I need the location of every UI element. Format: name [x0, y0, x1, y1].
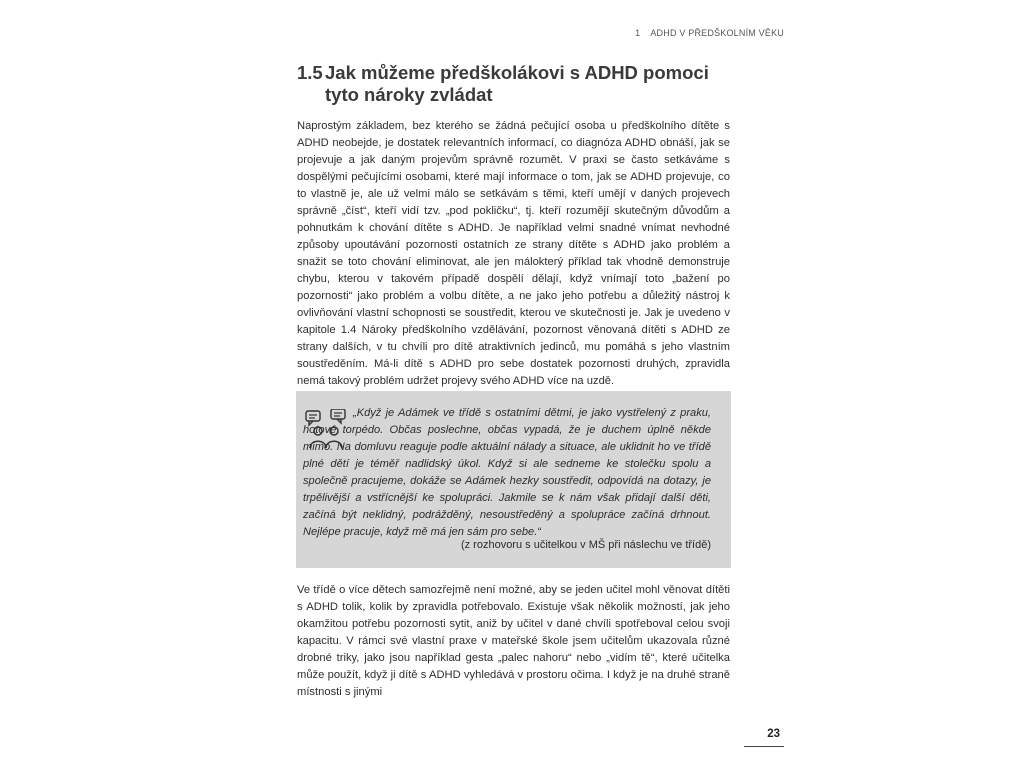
section-title-line2: tyto nároky zvládat	[325, 84, 493, 105]
section-number: 1.5	[297, 62, 323, 83]
chapter-number: 1	[635, 28, 641, 38]
body-paragraph-2: Ve třídě o více dětech samozřejmě není možné, aby se jeden učitel mohl věnovat dítěti s ADHD tolik, kolik by zpravidla potřebovalo. Existuje však několik možností, jak jeho okamžitou potřebu pozornosti sytit, aniž by učitel v dané chvíli spotřeboval celou svoji kapacitu. V rámci své vlastní praxe v mateřské škole jsem učitelům ukazovala různé drobné triky, jako jsou například gesta „palec nahoru“ nebo „vidím tě“, které učitelka může použít, když ji dítě s ADHD vyhledává v prostoru očima. I když je na druhé straně místnosti s jinými	[297, 584, 730, 698]
section-title-line1: Jak můžeme předškolákovi s ADHD pomoci	[325, 62, 709, 83]
body-paragraph-1: Naprostým základem, bez kterého se žádná pečující osoba u předškolního dítěte s ADHD neobejde, je dostatek relevantních informací, co diagnóza ADHD obnáší, jak se projevuje a jak daným projevům správně rozumět. V praxi se často setkáváme s dospělými pečujícími osobami, které mají informace o tom, jak se ADHD projevuje, co to vlastně je, ale už velmi málo se setkávám s těmi, kteří umějí v daných projevech správně „číst“, kteří vidí tzv. „pod pokličku“, tj. kteří rozumějí skutečným důvodům a pohnutkám k chování dítěte s ADHD. Je například velmi snadné vnímat nevhodné způsoby upoutávání pozornosti ostatních ze strany dítěte s ADHD jako problém a snažit se toto chování eliminovat, ale jen málokterý příklad tak vhodně demonstruje chybu, kterou v takovém případě dospělí dělají, když vnímají toto „bažení po pozornosti“ jako problém a volbu dítěte, a ne jako jeho potřebu a důležitý nástroj k ovlivňování vlastní schopnosti se soustředit, kterou ve skutečnosti je. Jak je uvedeno v kapitole 1.4 Nároky předškolního vzdělávání, pozornost věnovaná dítěti s ADHD ze strany dalších, v tu chvíli pro dítě atraktivních jedinců, mu pomáhá s jeho vlastním soustředěním. Má-li dítě s ADHD pro sebe dostatek pozornosti druhých, zpravidla nemá takový problém udržet projevy svého ADHD více na uzdě.	[297, 120, 730, 387]
page-number-rule	[744, 746, 784, 747]
quote-text: „Když je Adámek ve třídě s ostatními dětmi, je jako vystřelený z praku, hotové torpédo. Občas poslechne, občas vypadá, že je duchem úplně někde mimo. Na domluvu reaguje podle aktuální nálady a situace, ale uklidnit ho ve třídě plné dětí je téměř nadlidský úkol. Když si ale sedneme ke stolečku spolu a společně pracujeme, dokáže se Adámek hezky soustředit, odpovídá na dotazy, je trpělivější a vstřícnější ke spolupráci. Jakmile se k nám však přidají další děti, začíná být neklidný, podrážděný, nesoustředěný a spolupráce začíná drhnout. Nejlépe pracuje, když mě má jen sám pro sebe.“	[303, 407, 711, 538]
section-heading	[297, 62, 727, 106]
chapter-title: ADHD V PŘEDŠKOLNÍM VĚKU	[650, 28, 784, 38]
quote-box	[296, 391, 731, 568]
running-header	[635, 28, 784, 38]
quote-source: (z rozhovoru s učitelkou v MŠ při náslechu ve třídě)	[460, 539, 711, 551]
page-number: 23	[767, 728, 780, 740]
book-page	[240, 0, 784, 768]
